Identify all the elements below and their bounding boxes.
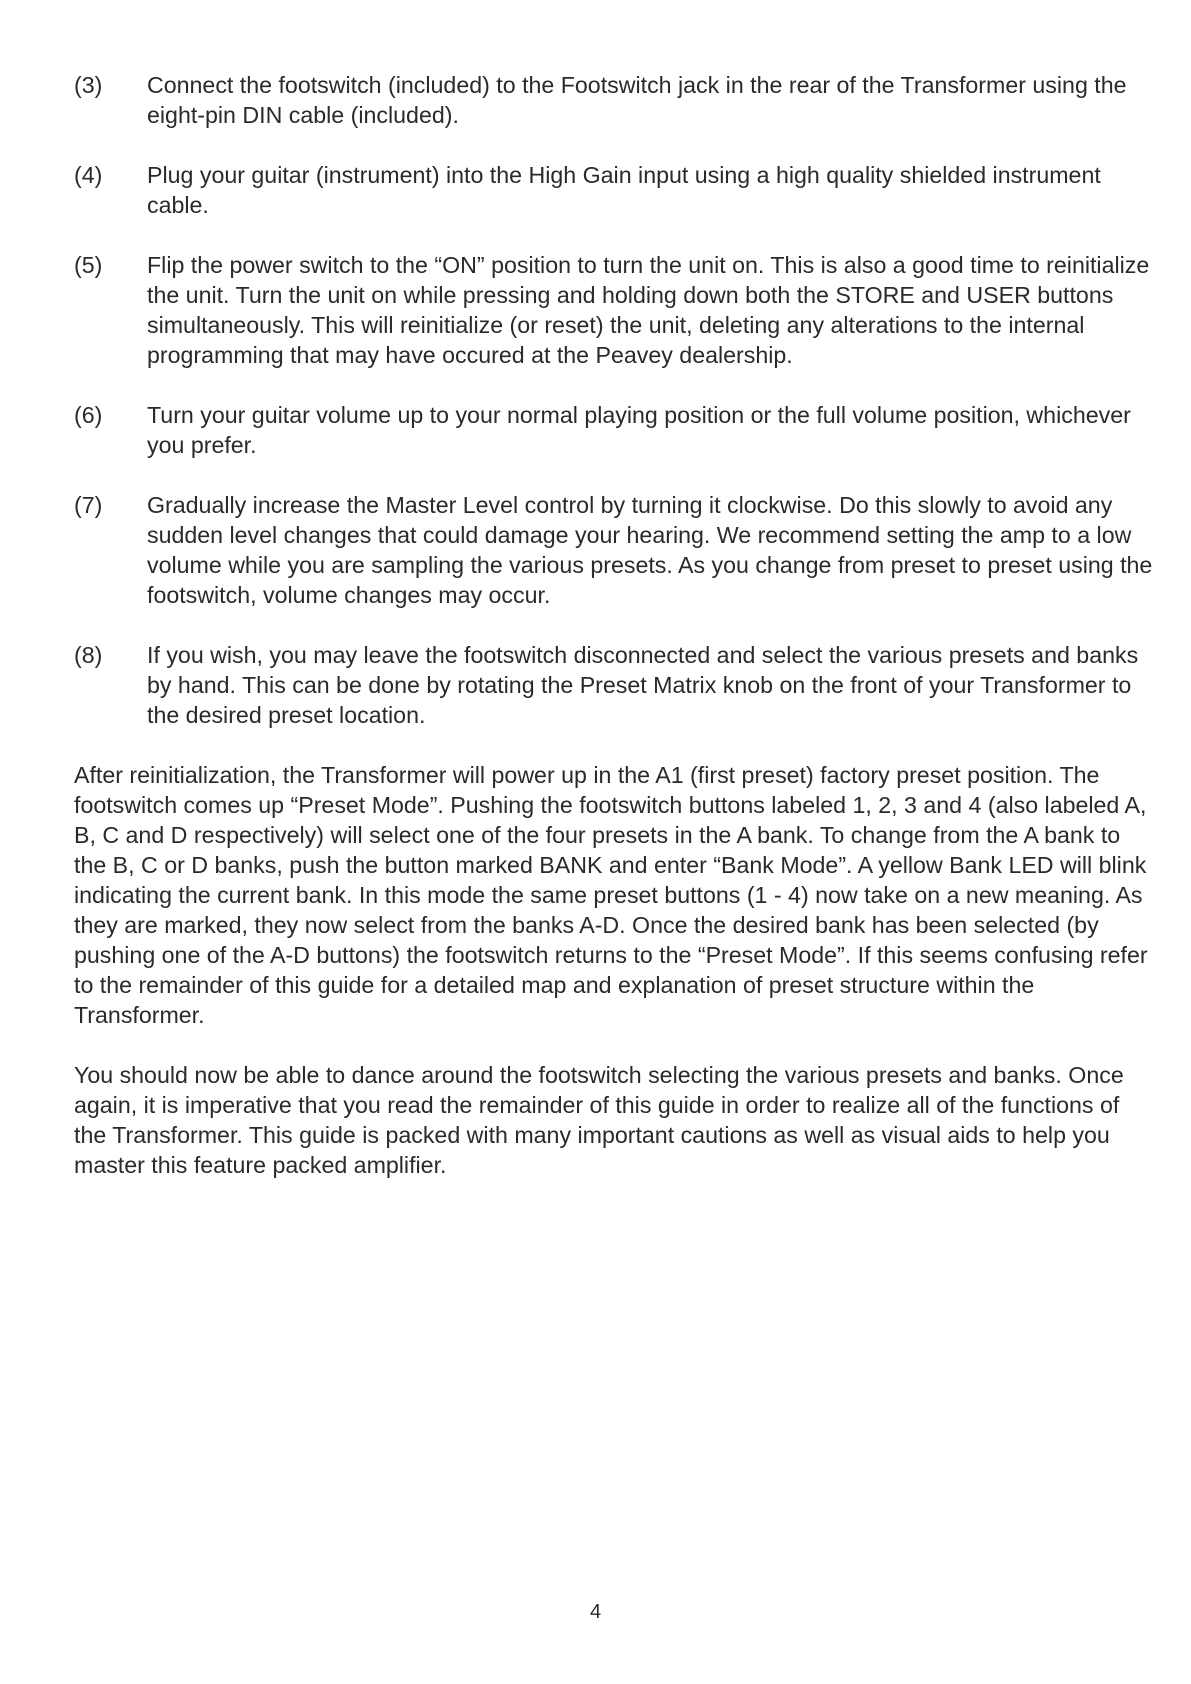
step-text: Plug your guitar (instrument) into the High Gain input using a high quality shielded instrument cable. bbox=[147, 162, 1101, 218]
step-text: If you wish, you may leave the footswitch disconnected and select the various presets and banks by hand. This can be done by rotating the Preset Matrix knob on the front of your Transformer to the desired preset location. bbox=[147, 642, 1139, 728]
step-number: (6) bbox=[74, 402, 103, 428]
step-item bbox=[74, 400, 1154, 460]
step-number: (5) bbox=[74, 252, 103, 278]
step-number: (3) bbox=[74, 72, 103, 98]
step-text: Flip the power switch to the “ON” position to turn the unit on. This is also a good time to reinitialize the unit. Turn the unit on while pressing and holding down both the STORE and USER buttons simultaneously. This will reinitialize (or reset) the unit, deleting any alterations to the internal programming that may have occured at the Peavey dealership. bbox=[147, 252, 1150, 368]
step-text: Turn your guitar volume up to your normal playing position or the full volume position, whichever you prefer. bbox=[147, 402, 1131, 458]
paragraph-summary: You should now be able to dance around the footswitch selecting the various presets and banks. Once again, it is imperative that you read the remainder of this guide in order to realize all of the functions of the Transformer. This guide is packed with many important cautions as well as visual aids to help you master this feature packed amplifier. bbox=[74, 1062, 1124, 1178]
step-item bbox=[74, 160, 1154, 220]
step-item bbox=[74, 490, 1154, 610]
step-number: (4) bbox=[74, 162, 103, 188]
step-number: (7) bbox=[74, 492, 103, 518]
step-text: Connect the footswitch (included) to the Footswitch jack in the rear of the Transformer using the eight-pin DIN cable (included). bbox=[147, 72, 1127, 128]
step-number: (8) bbox=[74, 642, 103, 668]
paragraph-reinitialization: After reinitialization, the Transformer will power up in the A1 (first preset) factory preset position. The footswitch comes up “Preset Mode”. Pushing the footswitch buttons labeled 1, 2, 3 and 4 (also labeled A, B, C and D respectively) will select one of the four presets in the A bank. To change from the A bank to the B, C or D banks, push the button marked BANK and enter “Bank Mode”. A yellow Bank LED will blink indicating the current bank. In this mode the same preset buttons (1 - 4) now take on a new meaning. As they are marked, they now select from the banks A-D. Once the desired bank has been selected (by pushing one of the A-D buttons) the footswitch returns to the “Preset Mode”. If this seems confusing refer to the remainder of this guide for a detailed map and explanation of preset structure within the Transformer. bbox=[74, 762, 1148, 1028]
step-text: Gradually increase the Master Level control by turning it clockwise. Do this slowly to avoid any sudden level changes that could damage your hearing. We recommend setting the amp to a low volume while you are sampling the various presets. As you change from preset to preset using the footswitch, volume changes may occur. bbox=[147, 492, 1153, 608]
step-item bbox=[74, 640, 1154, 730]
step-item bbox=[74, 70, 1154, 130]
document-page bbox=[74, 70, 1154, 1210]
step-item bbox=[74, 250, 1154, 370]
page-number: 4 bbox=[589, 1601, 602, 1623]
